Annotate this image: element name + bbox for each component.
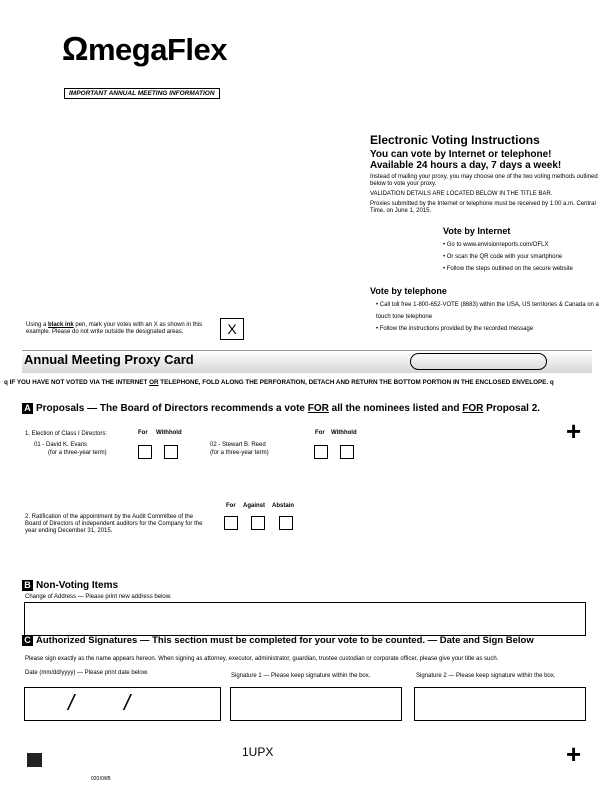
deadline-text: Proxies submitted by the Internet or telephone must be received by 1:00 a.m. Central Time, on June 1, 2015. [370, 201, 596, 214]
vote-telephone-title: Vote by telephone [370, 286, 447, 296]
electronic-voting-panel [370, 133, 605, 215]
important-meeting-box: IMPORTANT ANNUAL MEETING INFORMATION [64, 88, 220, 99]
telephone-item: • Follow the instructions provided by the recorded message [376, 326, 534, 332]
section-a-mid: all the nominees listed and [328, 403, 463, 415]
date-label: Date (mm/dd/yyyy) — Please print date below. [25, 670, 149, 676]
change-address-field[interactable] [24, 602, 586, 636]
fold-text-post: TELEPHONE, FOLD ALONG THE PERFORATION, DETACH AND RETURN THE BOTTOM PORTION IN THE ENCLOSED ENVELOPE. q [158, 379, 554, 386]
section-a-letter: A [22, 403, 33, 414]
plus-mark-bottom: + [566, 739, 582, 769]
logo-omega-glyph: Ω [62, 30, 88, 67]
section-c-title: Authorized Signatures — This section must be completed for your vote to be counted. — Date and Sign Below [36, 635, 534, 647]
black-ink-text: black ink [48, 322, 74, 328]
section-a-for1: FOR [307, 403, 329, 415]
signature1-label: Signature 1 — Please keep signature within the box. [231, 673, 371, 679]
change-address-label: Change of Address — Please print new address below. [25, 594, 172, 600]
plus-mark-top: + [566, 416, 582, 446]
p2-against-checkbox[interactable] [251, 516, 265, 530]
section-b-letter: B [22, 580, 33, 591]
date-slash-2: / [124, 690, 131, 715]
proposal2-label: 2. Ratification of the appointment by the Audit Committee of the Board of Directors of independent auditors for the Company for the year ending December 31, 2015. [25, 514, 203, 534]
vote-internet-phone-line: You can vote by Internet or telephone! [370, 149, 552, 160]
fold-instruction [4, 379, 609, 386]
internet-item: • Go to www.envisionreports.com/OFLX [443, 242, 549, 248]
section-a-post: Proposal 2. [483, 403, 541, 415]
vote-by-telephone [370, 286, 608, 335]
validation-oval [410, 353, 547, 370]
vote-internet-title: Vote by Internet [443, 226, 511, 236]
date-slash-1: / [68, 690, 75, 715]
signature1-field[interactable] [230, 687, 402, 721]
nominee2-withhold-checkbox[interactable] [340, 445, 354, 459]
fold-or: OR [149, 379, 159, 386]
date-field[interactable] [24, 687, 221, 721]
footer-code: 1UPX [242, 745, 274, 759]
electronic-voting-title: Electronic Voting Instructions [370, 133, 540, 147]
logo-text: megaFlex [87, 32, 227, 67]
p1b-for-header: For [315, 430, 325, 436]
omegaflex-logo [62, 30, 227, 68]
signature-note: Please sign exactly as the name appears hereon. When signing as attorney, executor, administrator, guardian, trustee custodian or corporate officer, please give your title as such. [25, 656, 499, 662]
nominee1-withhold-checkbox[interactable] [164, 445, 178, 459]
available-line: Available 24 hours a day, 7 days a week! [370, 160, 562, 171]
proposal1-label: 1. Election of Class I Directors: [25, 431, 108, 437]
fold-text-pre: q IF YOU HAVE NOT VOTED VIA THE INTERNET [4, 379, 150, 386]
footer-small-code: 020XWB [91, 776, 111, 782]
validation-text: VALIDATION DETAILS ARE LOCATED BELOW IN THE TITLE BAR. [370, 191, 553, 197]
p2-abstain-checkbox[interactable] [279, 516, 293, 530]
section-a-header [22, 403, 540, 414]
vote-by-internet [443, 226, 608, 275]
nominee1-for-checkbox[interactable] [138, 445, 152, 459]
section-a-for2: FOR [462, 403, 484, 415]
section-b-header [22, 580, 118, 591]
p2-abstain-header: Abstain [272, 503, 295, 509]
signature2-label: Signature 2 — Please keep signature within the box. [416, 673, 556, 679]
proxy-card-title: Annual Meeting Proxy Card [24, 352, 194, 367]
nominee1-name: 01 - David K. Evans [34, 442, 88, 448]
section-c-letter: C [22, 635, 33, 646]
nominee2-for-checkbox[interactable] [314, 445, 328, 459]
p2-for-checkbox[interactable] [224, 516, 238, 530]
section-c-header [22, 635, 534, 646]
internet-item: • Or scan the QR code with your smartphone [443, 254, 563, 260]
section-a-pre: Proposals — The Board of Directors recommends a vote [36, 403, 308, 415]
ink-instructions [26, 322, 221, 336]
mail-instead-text: Instead of mailing your proxy, you may choose one of the two voting methods outlined below to vote your proxy. [370, 174, 598, 187]
ink-instr-pre: Using a [26, 322, 49, 328]
p2-for-header: For [226, 503, 236, 509]
nominee1-term: (for a three-year term) [48, 450, 107, 456]
p1-for-header: For [138, 430, 148, 436]
p1b-withhold-header: Withhold [331, 430, 357, 436]
ink-instr-post: pen, mark your votes with an X as shown in this example. Please do not write outside the designated areas. [26, 322, 203, 335]
internet-item: • Follow the steps outlined on the secure website [443, 266, 573, 272]
example-mark-box: X [220, 318, 244, 340]
p1-withhold-header: Withhold [156, 430, 182, 436]
signature2-field[interactable] [414, 687, 586, 721]
section-b-title: Non-Voting Items [36, 580, 119, 592]
barcode-square [27, 753, 42, 767]
nominee2-term: (for a three-year term) [210, 450, 269, 456]
p2-against-header: Against [243, 503, 266, 509]
nominee2-name: 02 - Stewart B. Reed [210, 442, 266, 448]
telephone-item: • Call toll free 1-800-652-VOTE (8683) within the USA, US territories & Canada on a touch tone telephone [376, 302, 599, 320]
